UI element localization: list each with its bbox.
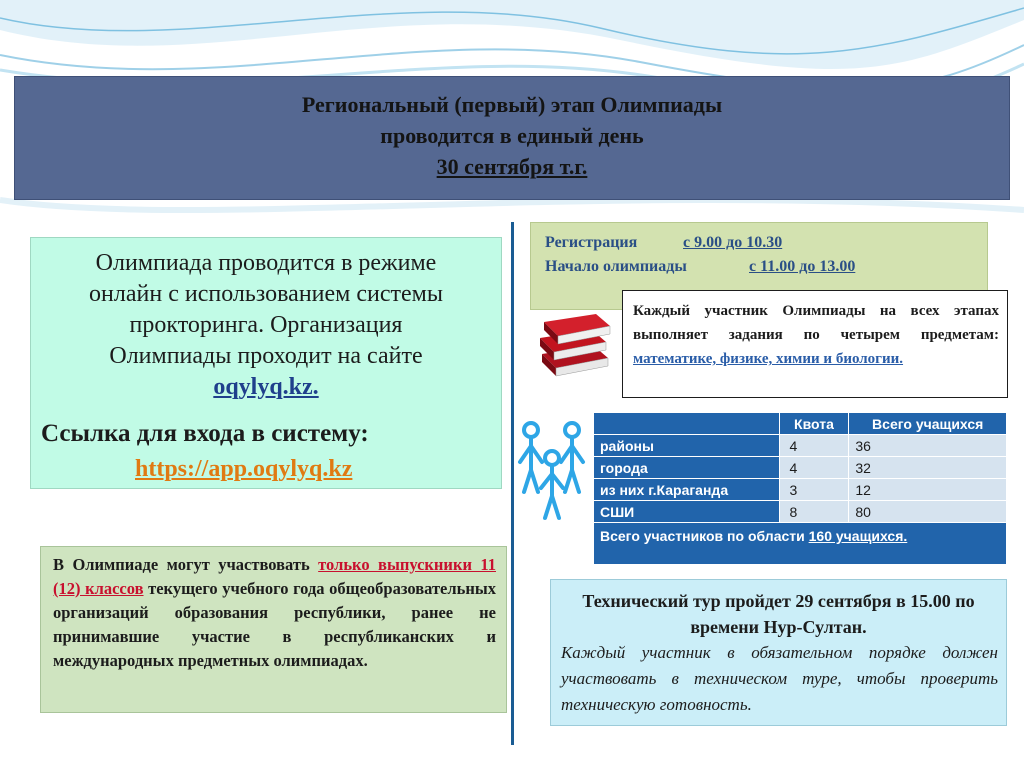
eligibility-box xyxy=(40,546,507,713)
table-cell: СШИ xyxy=(594,501,780,523)
table-row xyxy=(594,501,1007,523)
table-cell: 32 xyxy=(849,457,1007,479)
table-cell: 12 xyxy=(849,479,1007,501)
eligibility-prefix: В Олимпиаде могут участвовать xyxy=(53,555,310,574)
table-header-cell: Всего учащихся xyxy=(849,413,1007,435)
table-row xyxy=(594,479,1007,501)
people-icon xyxy=(516,418,588,522)
site-link[interactable]: oqylyq.kz. xyxy=(213,374,319,400)
table-total-row xyxy=(594,523,1007,565)
technical-tour-title: Технический тур пройдет 29 сентября в 15.00 по времени Нур-Султан. xyxy=(582,591,975,637)
technical-tour-body: Каждый участник в обязательном порядке должен участвовать в техническом туре, чтобы проверить техническую готовность. xyxy=(561,643,998,714)
online-info-box xyxy=(30,237,502,489)
eligibility-highlight: только выпускники 11 (12) классов xyxy=(53,555,496,598)
total-label: Всего участников по области xyxy=(600,528,805,544)
table-header-cell: Квота xyxy=(779,413,849,435)
vertical-divider xyxy=(511,222,514,745)
start-label: Начало олимпиады xyxy=(545,258,687,275)
eligibility-suffix: текущего учебного года общеобразовательных организаций образования республики, ранее не принимавшие участие в республиканских и международных предметных олимпиадах. xyxy=(53,579,496,670)
title-date: 30 сентября т.г. xyxy=(436,154,588,179)
login-label: Ссылка для входа в систему: xyxy=(41,420,369,447)
registration-label: Регистрация xyxy=(545,234,638,251)
table-cell: 4 xyxy=(779,435,849,457)
table-cell: 80 xyxy=(849,501,1007,523)
quota-table xyxy=(593,412,1007,565)
table-cell: 8 xyxy=(779,501,849,523)
table-cell: из них г.Караганда xyxy=(594,479,780,501)
registration-time: с 9.00 до 10.30 xyxy=(683,234,783,251)
total-value: 160 учащихся. xyxy=(808,528,908,544)
table-header-cell xyxy=(594,413,780,435)
table-cell: районы xyxy=(594,435,780,457)
title-line-1: Региональный (первый) этап Олимпиады xyxy=(301,92,723,117)
table-header-row xyxy=(594,413,1007,435)
technical-tour-box xyxy=(550,579,1007,726)
title-banner xyxy=(14,76,1010,200)
subjects-note-box xyxy=(622,290,1008,398)
table-total-cell xyxy=(594,523,1007,565)
table-cell: 3 xyxy=(779,479,849,501)
table-cell: 4 xyxy=(779,457,849,479)
subjects-note-text: Каждый участник Олимпиады на всех этапах выполняет задания по четырем предметам: xyxy=(633,303,999,343)
online-info-text-block xyxy=(31,248,501,403)
table-cell: 36 xyxy=(849,435,1007,457)
online-description: Олимпиада проводится в режиме онлайн с использованием системы прокторинга. Организация Олимпиады проходит на сайте xyxy=(89,250,443,369)
login-url-link[interactable]: https://app.oqylyq.kz xyxy=(135,456,353,482)
table-row xyxy=(594,435,1007,457)
subjects-list: математике, физике, химии и биологии. xyxy=(633,351,904,367)
table-cell: города xyxy=(594,457,780,479)
table-row xyxy=(594,457,1007,479)
books-icon xyxy=(534,302,612,382)
start-time: с 11.00 до 13.00 xyxy=(749,258,856,275)
title-line-2: проводится в единый день xyxy=(380,123,644,148)
